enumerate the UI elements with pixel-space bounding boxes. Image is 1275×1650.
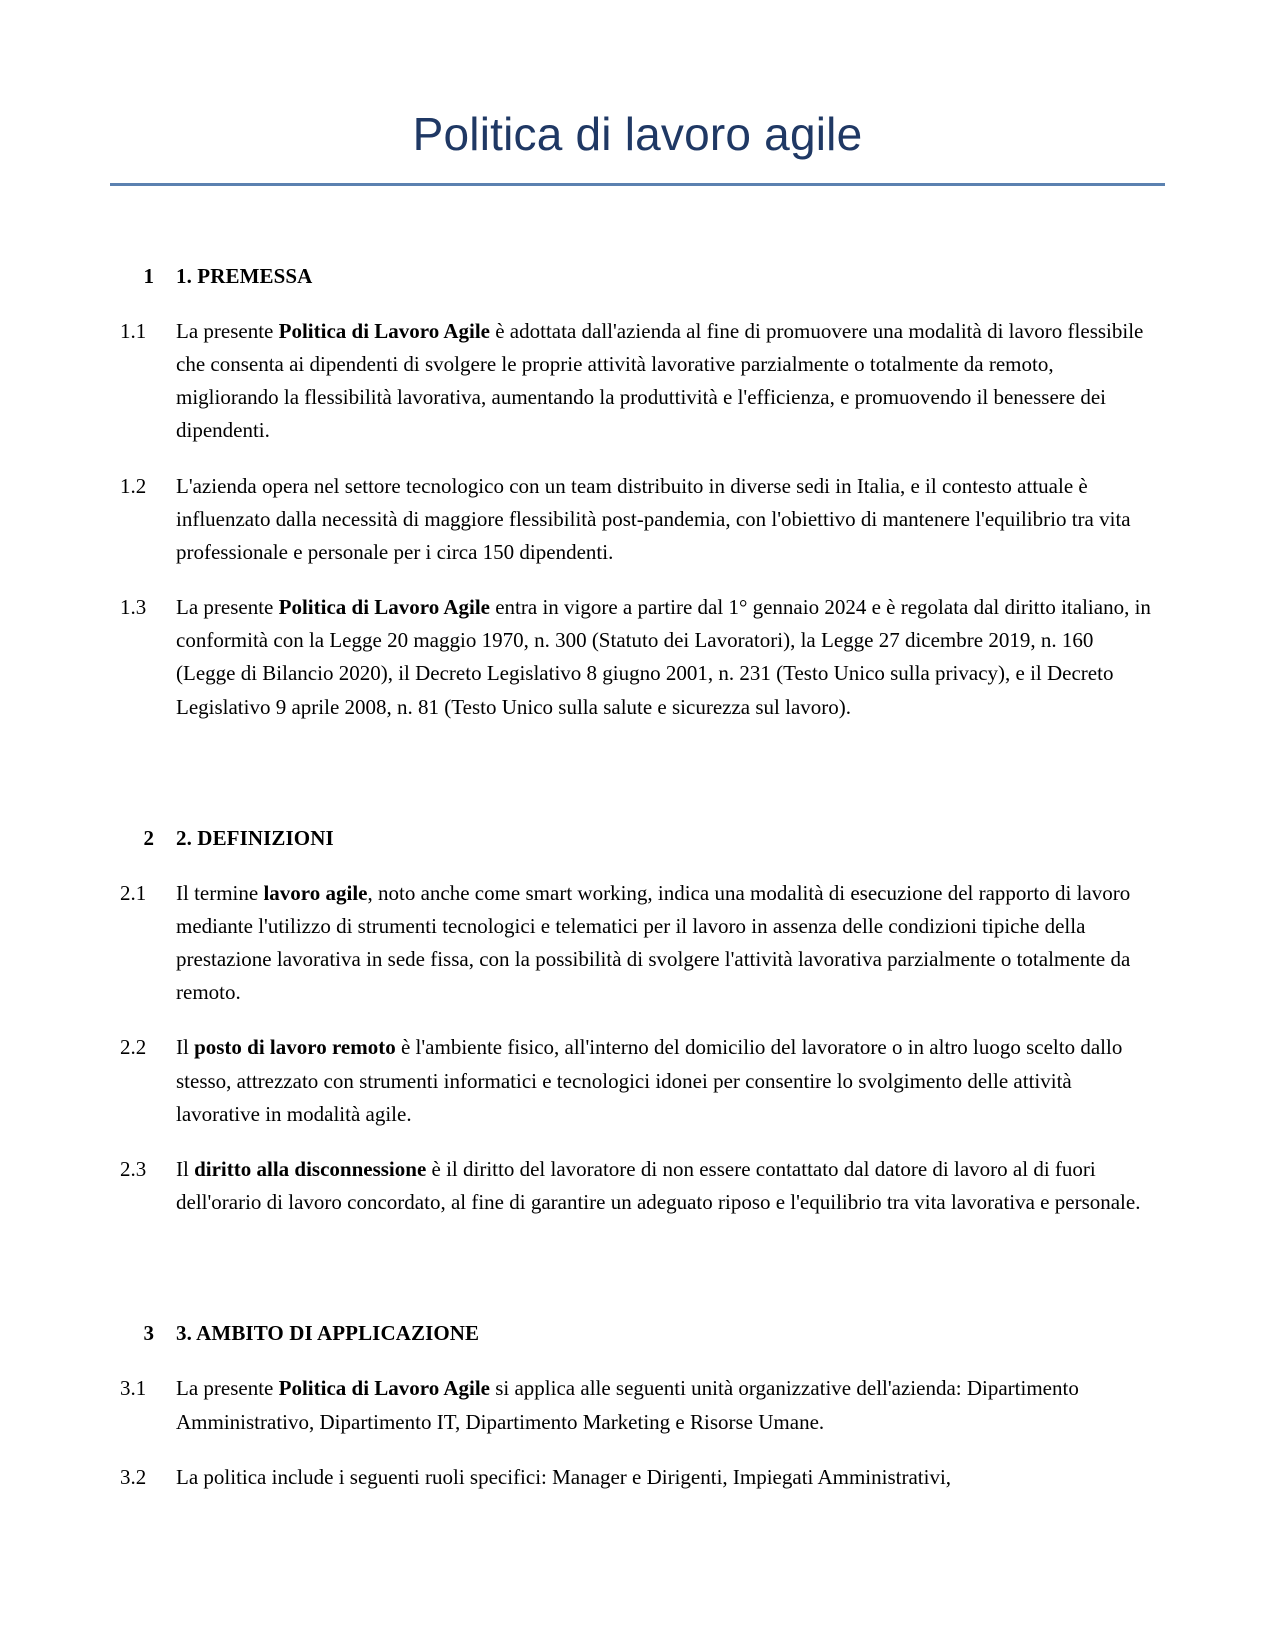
clause-text <box>176 315 1155 448</box>
clause <box>120 315 1155 448</box>
section-number: 2 <box>143 825 154 850</box>
clause-text <box>176 470 1155 570</box>
clause-text <box>176 1461 1155 1494</box>
clause-text <box>176 591 1155 724</box>
clause-run: Il <box>176 1156 195 1181</box>
document-body <box>0 186 1275 1494</box>
clause-run: La presente <box>176 595 279 620</box>
clause-number: 3.2 <box>120 1464 147 1489</box>
section-title: 3. AMBITO DI APPLICAZIONE <box>176 1321 480 1346</box>
clause-run: L'azienda opera nel settore tecnologico con un team distribuito in diverse sedi in Italia, e il contesto attuale è influenzato dalla necessità di maggiore flessibilità post-pandemia, con l'obiettivo di mantenere l'equilibrio tra vita professionale e personale per i circa 150 dipendenti. <box>176 473 1131 564</box>
section-number: 3 <box>143 1321 154 1346</box>
clause <box>120 591 1155 724</box>
section-heading <box>120 264 1155 289</box>
clause <box>120 1153 1155 1219</box>
clause-run: entra in vigore a partire dal 1° gennaio 2024 e è regolata dal diritto italiano, in conformità con la Legge 20 maggio 1970, n. 300 (Statuto dei Lavoratori), la Legge 27 dicembre 2019, n. 160 (Legge di Bilancio 2020), il Decreto Legislativo 8 giugno 2001, n. 231 (Testo Unico sulla privacy), e il Decreto Legislativo 9 aprile 2008, n. 81 (Testo Unico sulla salute e sicurezza sul lavoro). <box>176 595 1151 719</box>
emphasis-term: Politica di Lavoro Agile <box>278 595 490 620</box>
section-title: 1. PREMESSA <box>176 263 313 288</box>
clause-run: Il <box>176 1035 195 1060</box>
section-heading <box>120 826 1155 851</box>
clause <box>120 470 1155 570</box>
clause-number: 1.3 <box>120 595 147 620</box>
clause-text <box>176 1372 1155 1438</box>
document-header <box>0 0 1275 186</box>
section-spacer <box>120 746 1155 780</box>
clause <box>120 1461 1155 1494</box>
emphasis-term: diritto alla disconnessione <box>194 1156 427 1181</box>
section-number: 1 <box>143 263 154 288</box>
page-title: Politica di lavoro agile <box>412 108 863 160</box>
clause-number: 1.1 <box>120 318 147 343</box>
clause-run: si applica alle seguenti unità organizzative dell'azienda: Dipartimento Amministrativo, Dipartimento IT, Dipartimento Marketing e Risorse Umane. <box>176 1376 1079 1434</box>
clause-run: , noto anche come smart working, indica una modalità di esecuzione del rapporto di lavoro mediante l'utilizzo di strumenti tecnologici e telematici per il lavoro in assenza delle condizioni tipiche della prestazione lavorativa in sede fissa, con la possibilità di svolgere l'attività lavorativa parzialmente o totalmente da remoto. <box>176 880 1131 1005</box>
emphasis-term: Politica di Lavoro Agile <box>278 1376 490 1401</box>
section-heading <box>120 1321 1155 1346</box>
sections-container <box>120 264 1155 1494</box>
clause-number: 2.2 <box>120 1035 147 1060</box>
emphasis-term: lavoro agile <box>263 880 368 905</box>
clause-run: La presente <box>176 318 279 343</box>
clause-number: 2.1 <box>120 880 147 905</box>
clause <box>120 1031 1155 1131</box>
clause-run: Il termine <box>176 880 264 905</box>
clause-run: è il diritto del lavoratore di non essere contattato dal datore di lavoro al di fuori dell'orario di lavoro concordato, al fine di garantire un adeguato riposo e l'equilibrio tra vita lavorativa e personale. <box>176 1156 1141 1215</box>
clause-text <box>176 1153 1155 1219</box>
clause-number: 1.2 <box>120 473 147 498</box>
section-title: 2. DEFINIZIONI <box>176 825 334 850</box>
clause-number: 2.3 <box>120 1156 147 1181</box>
clause-run: è l'ambiente fisico, all'interno del domicilio del lavoratore o in altro luogo scelto dallo stesso, attrezzato con strumenti informatici e tecnologici idonei per consentire lo svolgimento delle attività lavorative in modalità agile. <box>176 1035 1123 1126</box>
clause-run: è adottata dall'azienda al fine di promuovere una modalità di lavoro flessibile che consenta ai dipendenti di svolgere le proprie attività lavorative parzialmente o totalmente da remoto, migliorando la flessibilità lavorativa, aumentando la produttività e l'efficienza, e promuovendo il benessere dei dipendenti. <box>176 318 1144 443</box>
clause-run: La politica include i seguenti ruoli specifici: Manager e Dirigenti, Impiegati Amministrativi, <box>176 1464 952 1489</box>
clause <box>120 877 1155 1010</box>
emphasis-term: Politica di Lavoro Agile <box>278 318 490 343</box>
clause-number: 3.1 <box>120 1376 147 1401</box>
emphasis-term: posto di lavoro remoto <box>194 1035 396 1060</box>
section-spacer <box>120 1241 1155 1275</box>
clause-text <box>176 1031 1155 1131</box>
clause-run: La presente <box>176 1376 279 1401</box>
clause-text <box>176 877 1155 1010</box>
clause <box>120 1372 1155 1438</box>
